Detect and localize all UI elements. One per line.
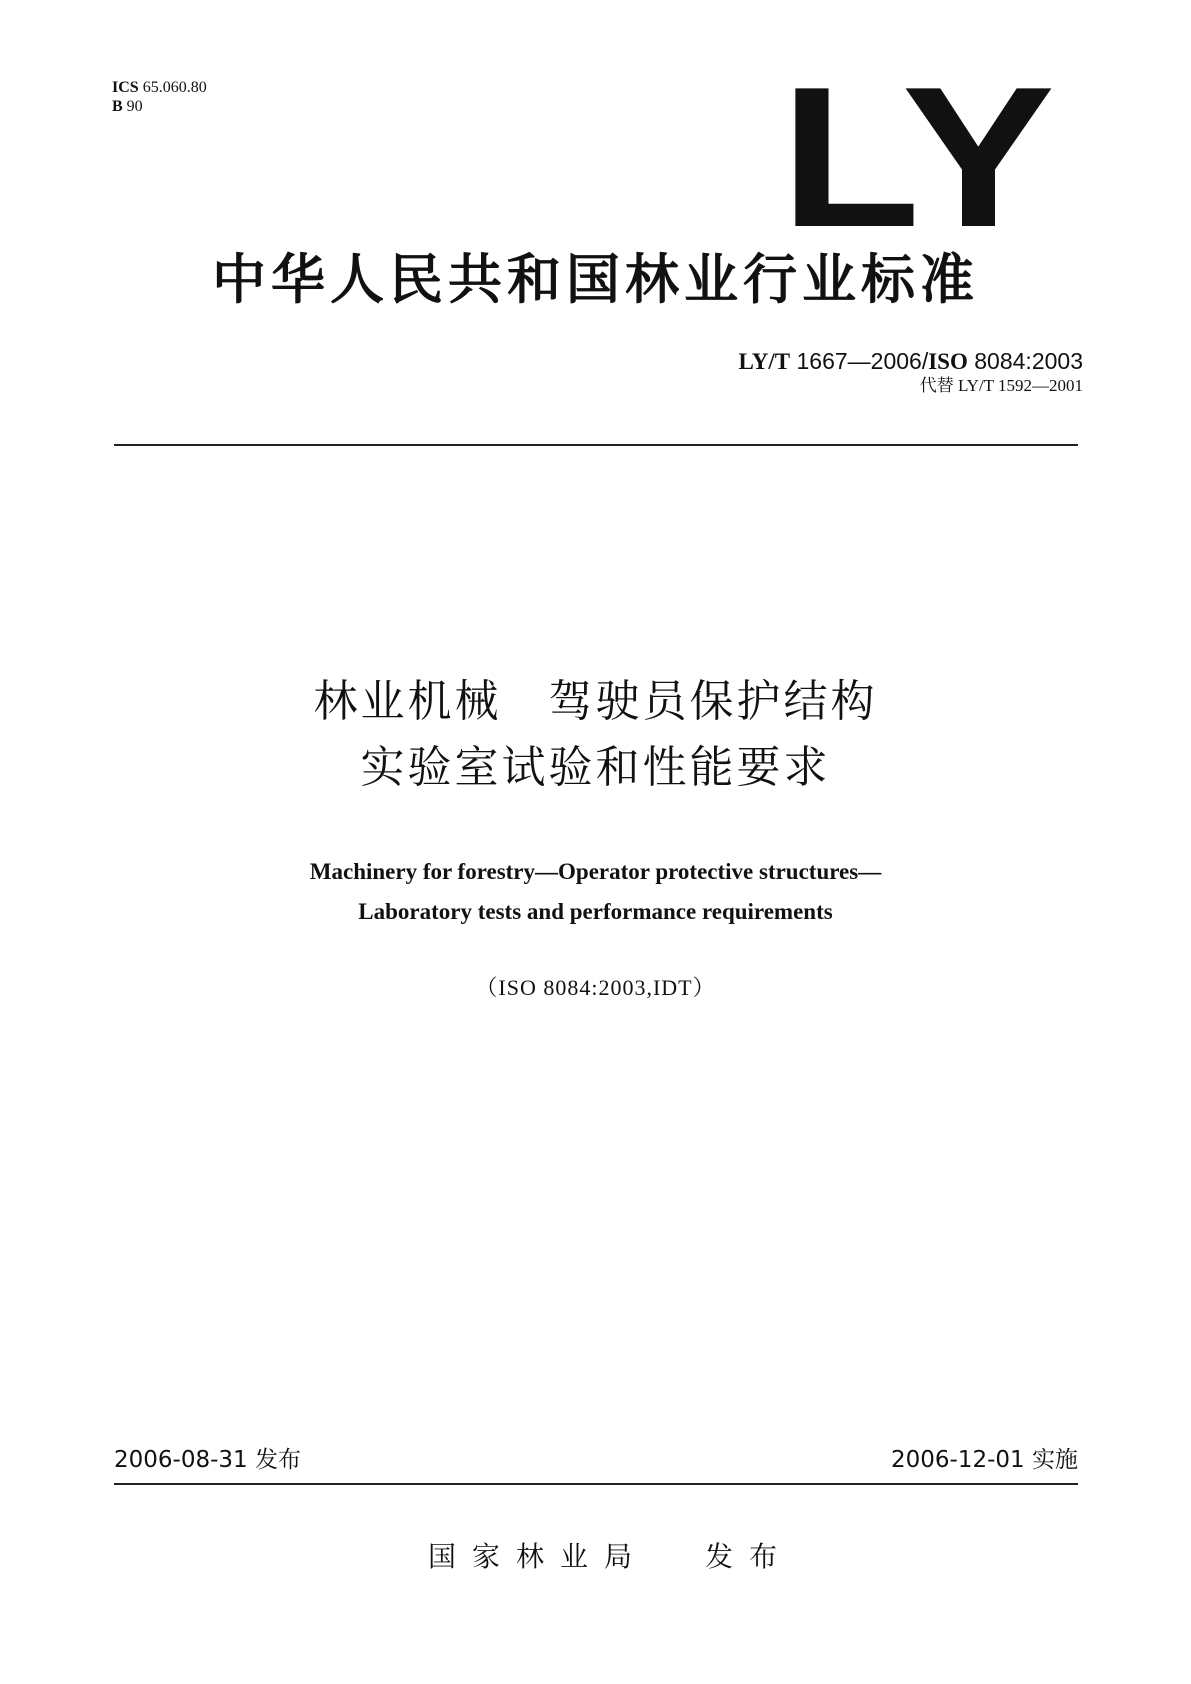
organization-title: 中华人民共和国林业行业标准 [212,248,979,311]
implementation-date: 2006-12-01 实施 [891,1447,1078,1473]
classification-codes [112,78,207,116]
english-title-line-1: Machinery for forestry—Operator protective structures— [309,859,882,884]
ccs-code: 90 [126,98,143,115]
standard-number [739,348,1083,375]
top-divider [114,444,1078,446]
ics-line [112,78,207,97]
standard-number-main: 1667—2006/ [796,348,929,374]
chinese-title-line-1: 林业机械 驾驶员保护结构 [313,676,878,727]
bottom-divider [114,1483,1078,1485]
standard-prefix: LY/T [738,349,791,374]
replaces-note: 代替 LY/T 1592—2001 [919,376,1083,395]
issued-label: 发布 [705,1540,794,1573]
ccs-line [112,97,207,116]
iso-label: ISO [928,349,968,374]
iso-number: 8084:2003 [974,348,1083,374]
ics-label: ICS [112,79,139,96]
chinese-title-line-2: 实验室试验和性能要求 [360,742,831,793]
ics-code: 65.060.80 [142,79,207,96]
industry-code-mark: LY [780,46,1058,269]
english-title-line-2: Laboratory tests and performance requirements [358,899,833,924]
issuing-authority: 国家林业局 [428,1540,649,1573]
issue-date: 2006-08-31 发布 [114,1447,301,1473]
iso-equivalence: （ISO 8084:2003,IDT） [475,975,716,1000]
ccs-label: B [112,98,123,115]
